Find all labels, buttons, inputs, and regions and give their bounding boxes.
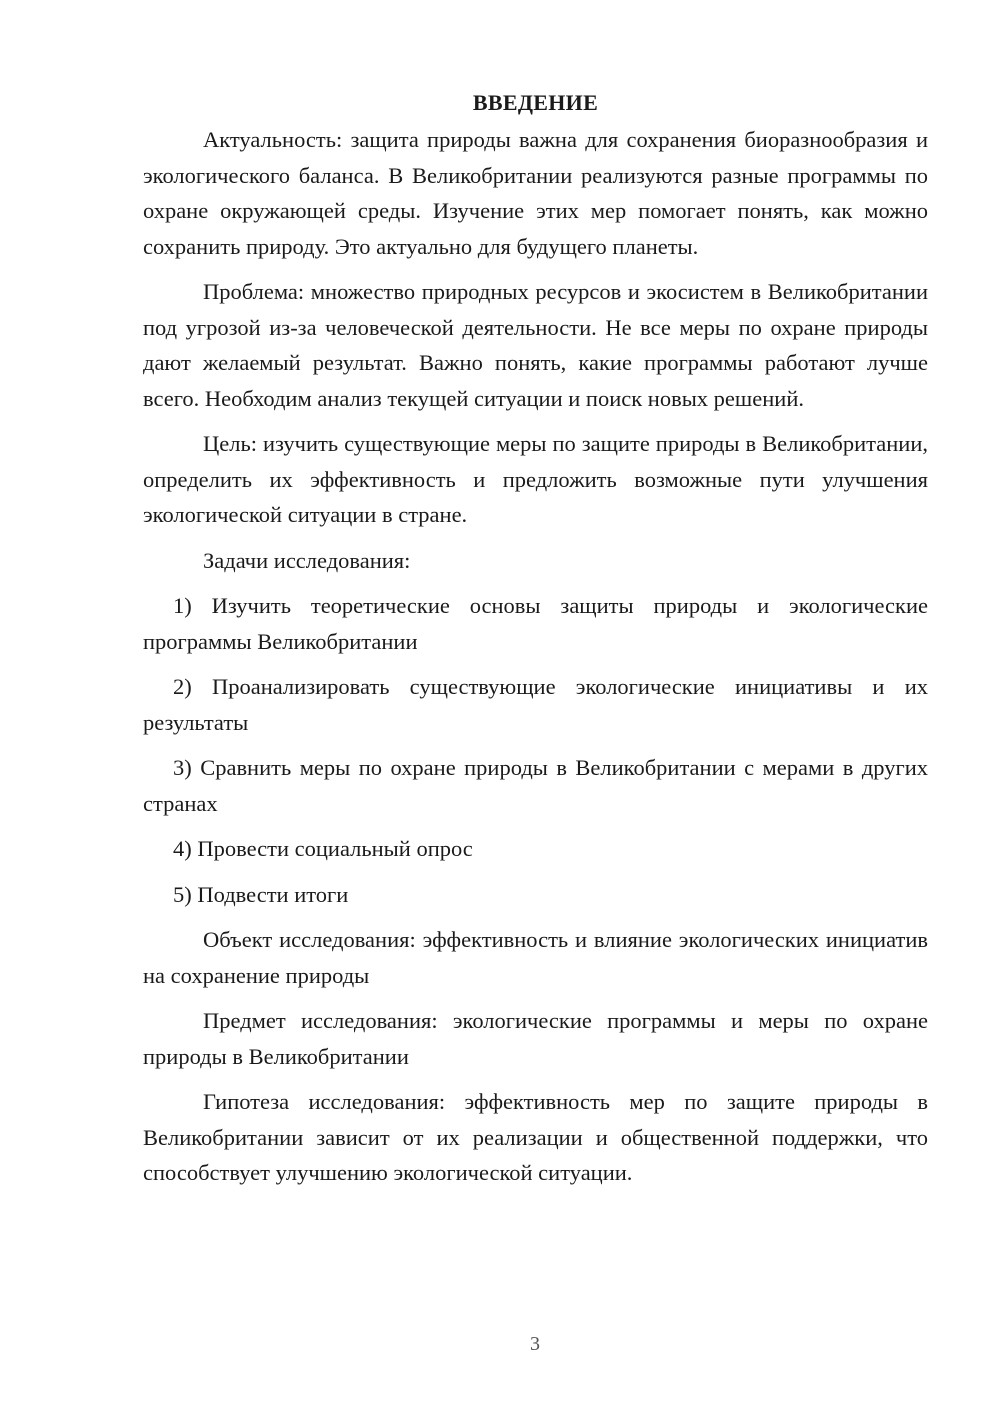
paragraph-hypothesis: Гипотеза исследования: эффективность мер по защите природы в Великобритании зависит от их реализации и общественной поддержки, что способствует улучшению экологической ситуации. <box>143 1089 928 1185</box>
paragraph-relevance: Актуальность: защита природы важна для сохранения биоразнообразия и экологического баланса. В Великобритании реализуются разные программы по охране окружающей среды. Изучение этих мер помогает понять, как можно сохранить природу. Это актуально для будущего планеты. <box>143 127 928 259</box>
paragraph-tasks-heading: Задачи исследования: <box>203 547 411 573</box>
paragraph-goal: Цель: изучить существующие меры по защите природы в Великобритании, определить их эффективность и предложить возможные пути улучшения экологической ситуации в стране. <box>143 431 928 527</box>
list-item: 4) Провести социальный опрос <box>173 836 473 861</box>
document-page <box>143 88 928 1191</box>
list-item: 2) Проанализировать существующие экологические инициативы и их результаты <box>143 674 928 735</box>
paragraph-problem: Проблема: множество природных ресурсов и экосистем в Великобритании под угрозой из-за человеческой деятельности. Не все меры по охране природы дают желаемый результат. Важно понять, какие программы работают лучше всего. Необходим анализ текущей ситуации и поиск новых решений. <box>143 279 928 411</box>
paragraph-object: Объект исследования: эффективность и влияние экологических инициатив на сохранение природы <box>143 927 928 988</box>
paragraph-subject: Предмет исследования: экологические программы и меры по охране природы в Великобритании <box>143 1008 928 1069</box>
list-item: 5) Подвести итоги <box>173 881 349 907</box>
list-item: 1) Изучить теоретические основы защиты природы и экологические программы Великобритании <box>143 593 928 654</box>
list-item: 3) Сравнить меры по охране природы в Великобритании с мерами в других странах <box>143 755 928 816</box>
page-title: ВВЕДЕНИЕ <box>472 90 599 115</box>
page-number: 3 <box>530 1333 540 1355</box>
